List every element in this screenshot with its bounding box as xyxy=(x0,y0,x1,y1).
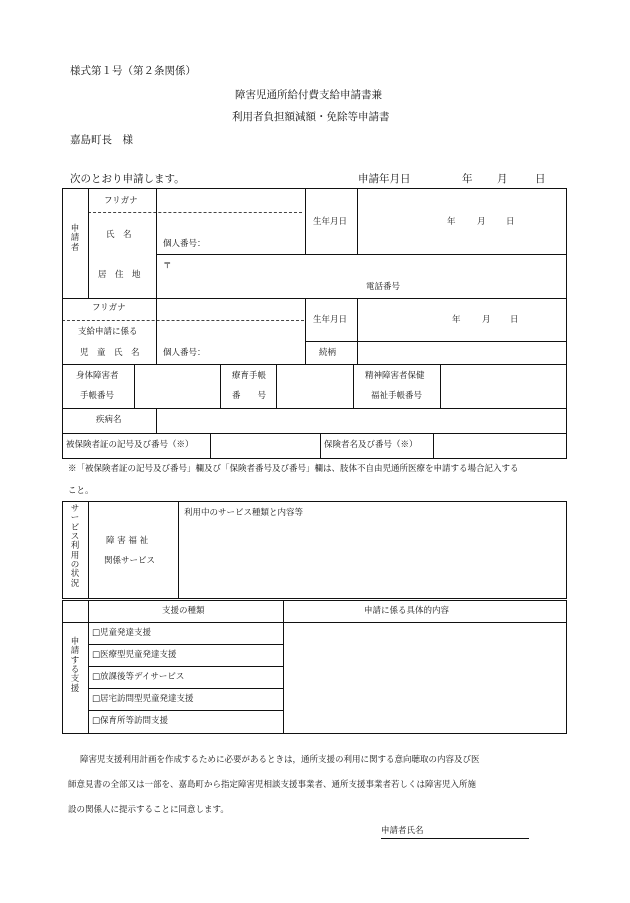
applicant-birth-day: 日 xyxy=(506,217,515,227)
consent-line3: 設の関係人に提示することに同意します。 xyxy=(68,805,229,815)
support-option-checkbox[interactable]: □放課後等デイサービス xyxy=(92,672,185,682)
ryoiku-handbook-label-line2: 番 号 xyxy=(232,391,267,401)
child-name-label-line1: 支給申請に係る xyxy=(78,327,138,337)
intro-text: 次のとおり申請します。 xyxy=(70,173,185,185)
support-option-checkbox[interactable]: □児童発達支援 xyxy=(92,628,152,638)
child-birth-month: 月 xyxy=(482,315,491,325)
signature-line[interactable] xyxy=(381,838,529,839)
addressee: 嘉島町長 様 xyxy=(70,134,133,146)
child-furigana-label: フリガナ xyxy=(92,303,126,313)
support-section-label: 申請する支援 xyxy=(70,637,80,694)
applicant-address-label: 居 住 地 xyxy=(98,270,141,280)
child-name-label-line2: 児 童 氏 名 xyxy=(80,348,140,358)
date-month-label: 月 xyxy=(497,173,508,185)
application-date-label: 申請年月日 xyxy=(358,173,411,185)
physical-handbook-label-line2: 手帳番号 xyxy=(80,391,115,401)
welfare-service-label-line1: 障 害 福 祉 xyxy=(106,536,149,546)
mental-handbook-label-line1: 精神障害者保健 xyxy=(365,371,425,381)
form-number: 様式第１号（第２条関係） xyxy=(70,65,196,77)
support-option-checkbox[interactable]: □保育所等訪問支援 xyxy=(92,716,169,726)
applicant-name-label: 氏 名 xyxy=(106,230,132,240)
child-birth-year: 年 xyxy=(452,315,461,325)
child-birth-date-label: 生年月日 xyxy=(313,315,348,325)
form-title-line1: 障害児通所給付費支給申請書兼 xyxy=(235,89,382,101)
child-birth-day: 日 xyxy=(510,315,519,325)
note-line1: ※「被保険者証の記号及び番号」欄及び「保険者番号及び番号」欄は、肢体不自由児通所医療を申請する場合記入する xyxy=(68,464,519,474)
service-usage-section-label: サービス利用の状況 xyxy=(70,504,80,589)
mental-handbook-label-line2: 福祉手帳番号 xyxy=(371,391,423,401)
support-option-checkbox[interactable]: □医療型児童発達支援 xyxy=(92,650,177,660)
applicant-phone-label: 電話番号 xyxy=(366,282,401,292)
ryoiku-handbook-label-line1: 療育手帳 xyxy=(232,371,267,381)
service-content-label: 利用中のサービス種類と内容等 xyxy=(184,508,304,518)
applicant-personal-number-label: 個人番号： xyxy=(163,239,206,249)
disease-name-label: 疾病名 xyxy=(96,415,122,425)
applicant-furigana-label: フリガナ xyxy=(104,196,138,206)
applicant-signature-label: 申請者氏名 xyxy=(381,826,424,836)
note-line2: こと。 xyxy=(68,486,94,496)
consent-line1: 障害児支援利用計画を作成するために必要があるときは，通所支援の利用に関する意向聴取の内容及び医 xyxy=(80,755,480,765)
physical-handbook-label-line1: 身体障害者 xyxy=(76,371,119,381)
applicant-section-label: 申請者 xyxy=(70,224,80,253)
support-detail-header: 申請に係る具体的内容 xyxy=(364,606,450,616)
applicant-birth-year: 年 xyxy=(447,217,456,227)
insurer-label: 保険者名及び番号（※） xyxy=(324,440,418,450)
child-relationship-label: 続柄 xyxy=(319,348,337,358)
date-year-label: 年 xyxy=(462,173,473,185)
welfare-service-label-line2: 関係サービス xyxy=(104,556,156,566)
insurance-card-label: 被保険者証の記号及び番号（※） xyxy=(66,440,194,450)
applicant-birth-month: 月 xyxy=(477,217,486,227)
child-personal-number-label: 個人番号： xyxy=(163,348,206,358)
form-title-line2: 利用者負担額減額・免除等申請書 xyxy=(232,111,390,123)
support-type-header: 支援の種類 xyxy=(162,606,205,616)
applicant-birth-date-label: 生年月日 xyxy=(313,217,348,227)
postal-mark: 〒 xyxy=(163,261,172,271)
support-option-checkbox[interactable]: □居宅訪問型児童発達支援 xyxy=(92,694,194,704)
date-day-label: 日 xyxy=(535,173,546,185)
consent-line2: 師意見書の全部又は一部を、嘉島町から指定障害児相談支援事業者、通所支援事業者若しくは障害児入所施 xyxy=(68,780,477,790)
